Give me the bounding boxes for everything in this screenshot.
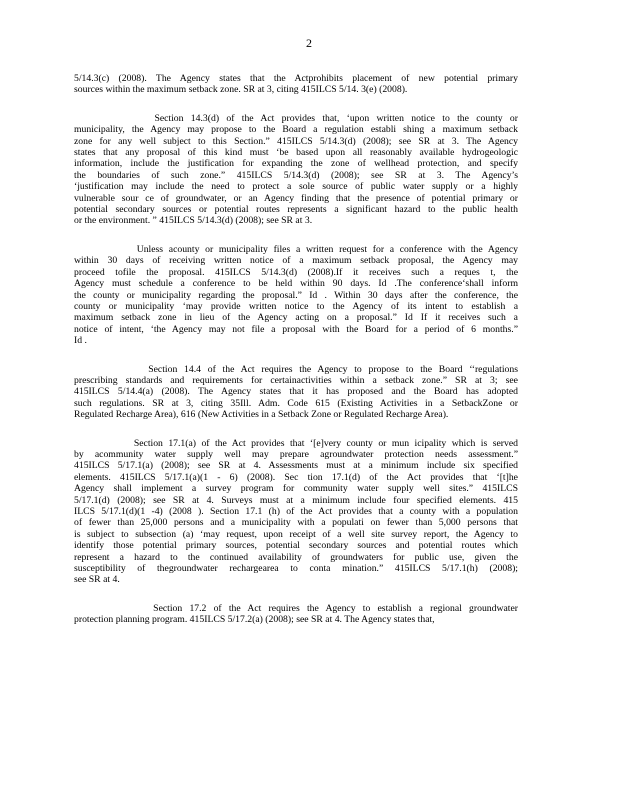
text-line: states that any proposal of this kind must ‘be based upon all reasonably available hydrogeologic <box>74 147 518 159</box>
text-line: or the environment. ” 415ILCS 5/14.3(d) (2008); see SR at 3. <box>74 215 313 227</box>
text-line: 415ILCS 5/14.4(a) (2008). The Agency states that it has proposed and the Board has adopted <box>74 386 518 398</box>
text-line: see SR at 4. <box>74 574 120 586</box>
text-line: is subject to subsection (a) ‘may request, upon receipt of a well site survey report, the Agency to <box>74 528 518 540</box>
paragraph-spacer <box>74 347 518 364</box>
paragraph <box>74 113 518 227</box>
text-line: within 30 days of receiving written notice of a maximum setback proposal, the Agency may <box>74 255 518 267</box>
text-line: proceed tofile the proposal. 415ILCS 5/14.3(d) (2008).If it receives such a reques t, the <box>74 266 518 278</box>
paragraph <box>74 603 518 626</box>
text-line: 415ILCS 5/17.1(a) (2008); see SR at 4. Assessments must at a minimum include six specified <box>74 460 518 472</box>
text-line: identify those potential primary sources, potential secondary sources and potential routes which <box>74 540 518 552</box>
text-line: Section 17.1(a) of the Act provides that ‘[e]very county or mun icipality which is served <box>74 437 518 449</box>
text-line: Regulated Recharge Area), 616 (New Activities in a Setback Zone or Regulated Recharge Area). <box>74 409 449 421</box>
text-line: 5/14.3(c) (2008). The Agency states that the Actprohibits placement of new potential primary <box>74 73 518 84</box>
text-line: sources within the maximum setback zone. SR at 3, citing 415ILCS 5/14. 3(e) (2008). <box>74 84 408 96</box>
paragraph-spacer <box>74 227 518 244</box>
text-line: Id . <box>74 335 87 347</box>
text-line: the county or municipality regarding the proposal.” Id . Within 30 days after the conference, the <box>74 289 518 301</box>
text-line: ‘justification may include the need to protect a sole source of public water supply or a highly <box>74 181 518 193</box>
text-line: municipality, the Agency may propose to the Board a regulation establi shing a maximum setback <box>74 124 518 136</box>
text-line: Section 17.2 of the Act requires the Agency to establish a regional groundwater <box>74 602 518 614</box>
paragraph-spacer <box>74 586 518 603</box>
text-line: information, include the justification for expanding the zone of wellhead protection, and specify <box>74 158 518 170</box>
text-line: protection planning program. 415ILCS 5/17.2(a) (2008); see SR at 4. The Agency states that, <box>74 614 435 626</box>
text-line: vulnerable sour ce of groundwater, or an Agency finding that the presence of potential primary or <box>74 192 518 204</box>
text-line: Agency must schedule a conference to be held within 90 days. Id .The conference‘shall inform <box>74 278 518 290</box>
text-line: maximum setback zone in lieu of the Agency acting on a proposal.” Id If it receives such a <box>74 312 518 324</box>
text-line: county or municipality ‘may provide written notice to the Agency of its intent to establish a <box>74 300 518 312</box>
text-line: ILCS 5/17.1(d)(1 -4) (2008 ). Section 17.1 (h) of the Act provides that a county with a population <box>74 506 518 517</box>
paragraph <box>74 73 518 96</box>
text-line: 5/17.1(d) (2008); see SR at 4. Surveys must at a minimum include four specified elements. 415 <box>74 494 518 506</box>
text-line: elements. 415ILCS 5/17.1(a)(1 - 6) (2008). Sec tion 17.1(d) of the Act provides that ‘[t]he <box>74 471 518 483</box>
text-line: the boundaries of such zone.” 415ILCS 5/14.3(d) (2008); see SR at 3. The Agency’s <box>74 169 518 181</box>
text-line: zone for any well subject to this Section.” 415ILCS 5/14.3(d) (2008); see SR at 3. The Agency <box>74 135 518 147</box>
text-line: notice of intent, ‘the Agency may not file a proposal with the Board for a period of 6 months.” <box>74 323 518 335</box>
text-line: Unless acounty or municipality files a written request for a conference with the Agency <box>74 243 518 255</box>
text-line: Agency shall implement a survey program for community water supply well sites.” 415ILCS <box>74 483 518 495</box>
text-line: represent a hazard to the continued availability of groundwaters for public use, given the <box>74 551 518 563</box>
text-line: prescribing standards and requirements for certainactivities within a setback zone.” SR at 3; see <box>74 374 518 386</box>
paragraph <box>74 364 518 421</box>
paragraph <box>74 244 518 347</box>
page-number: 2 <box>306 36 312 50</box>
text-line: of fewer than 25,000 persons and a municipality with a populati on fewer than 5,000 persons that <box>74 517 518 529</box>
paragraph <box>74 438 518 586</box>
text-line: susceptibility of thegroundwater rechargearea to conta mination.” 415ILCS 5/17.1(h) (2008); <box>74 563 518 575</box>
text-line: by acommunity water supply well may prepare agroundwater protection needs assessment.” <box>74 448 518 460</box>
document-body <box>74 73 518 626</box>
text-line: potential secondary sources or potential routes represents a significant hazard to the public health <box>74 204 518 216</box>
text-line: such regulations. SR at 3, citing 35Ill. Adm. Code 615 (Existing Activities in a SetbackZone or <box>74 397 518 409</box>
paragraph-spacer <box>74 421 518 438</box>
paragraph-spacer <box>74 96 518 113</box>
text-line: Section 14.3(d) of the Act provides that, ‘upon written notice to the county or <box>74 112 518 124</box>
text-line: Section 14.4 of the Act requires the Agency to propose to the Board ‘‘regulations <box>74 363 518 375</box>
